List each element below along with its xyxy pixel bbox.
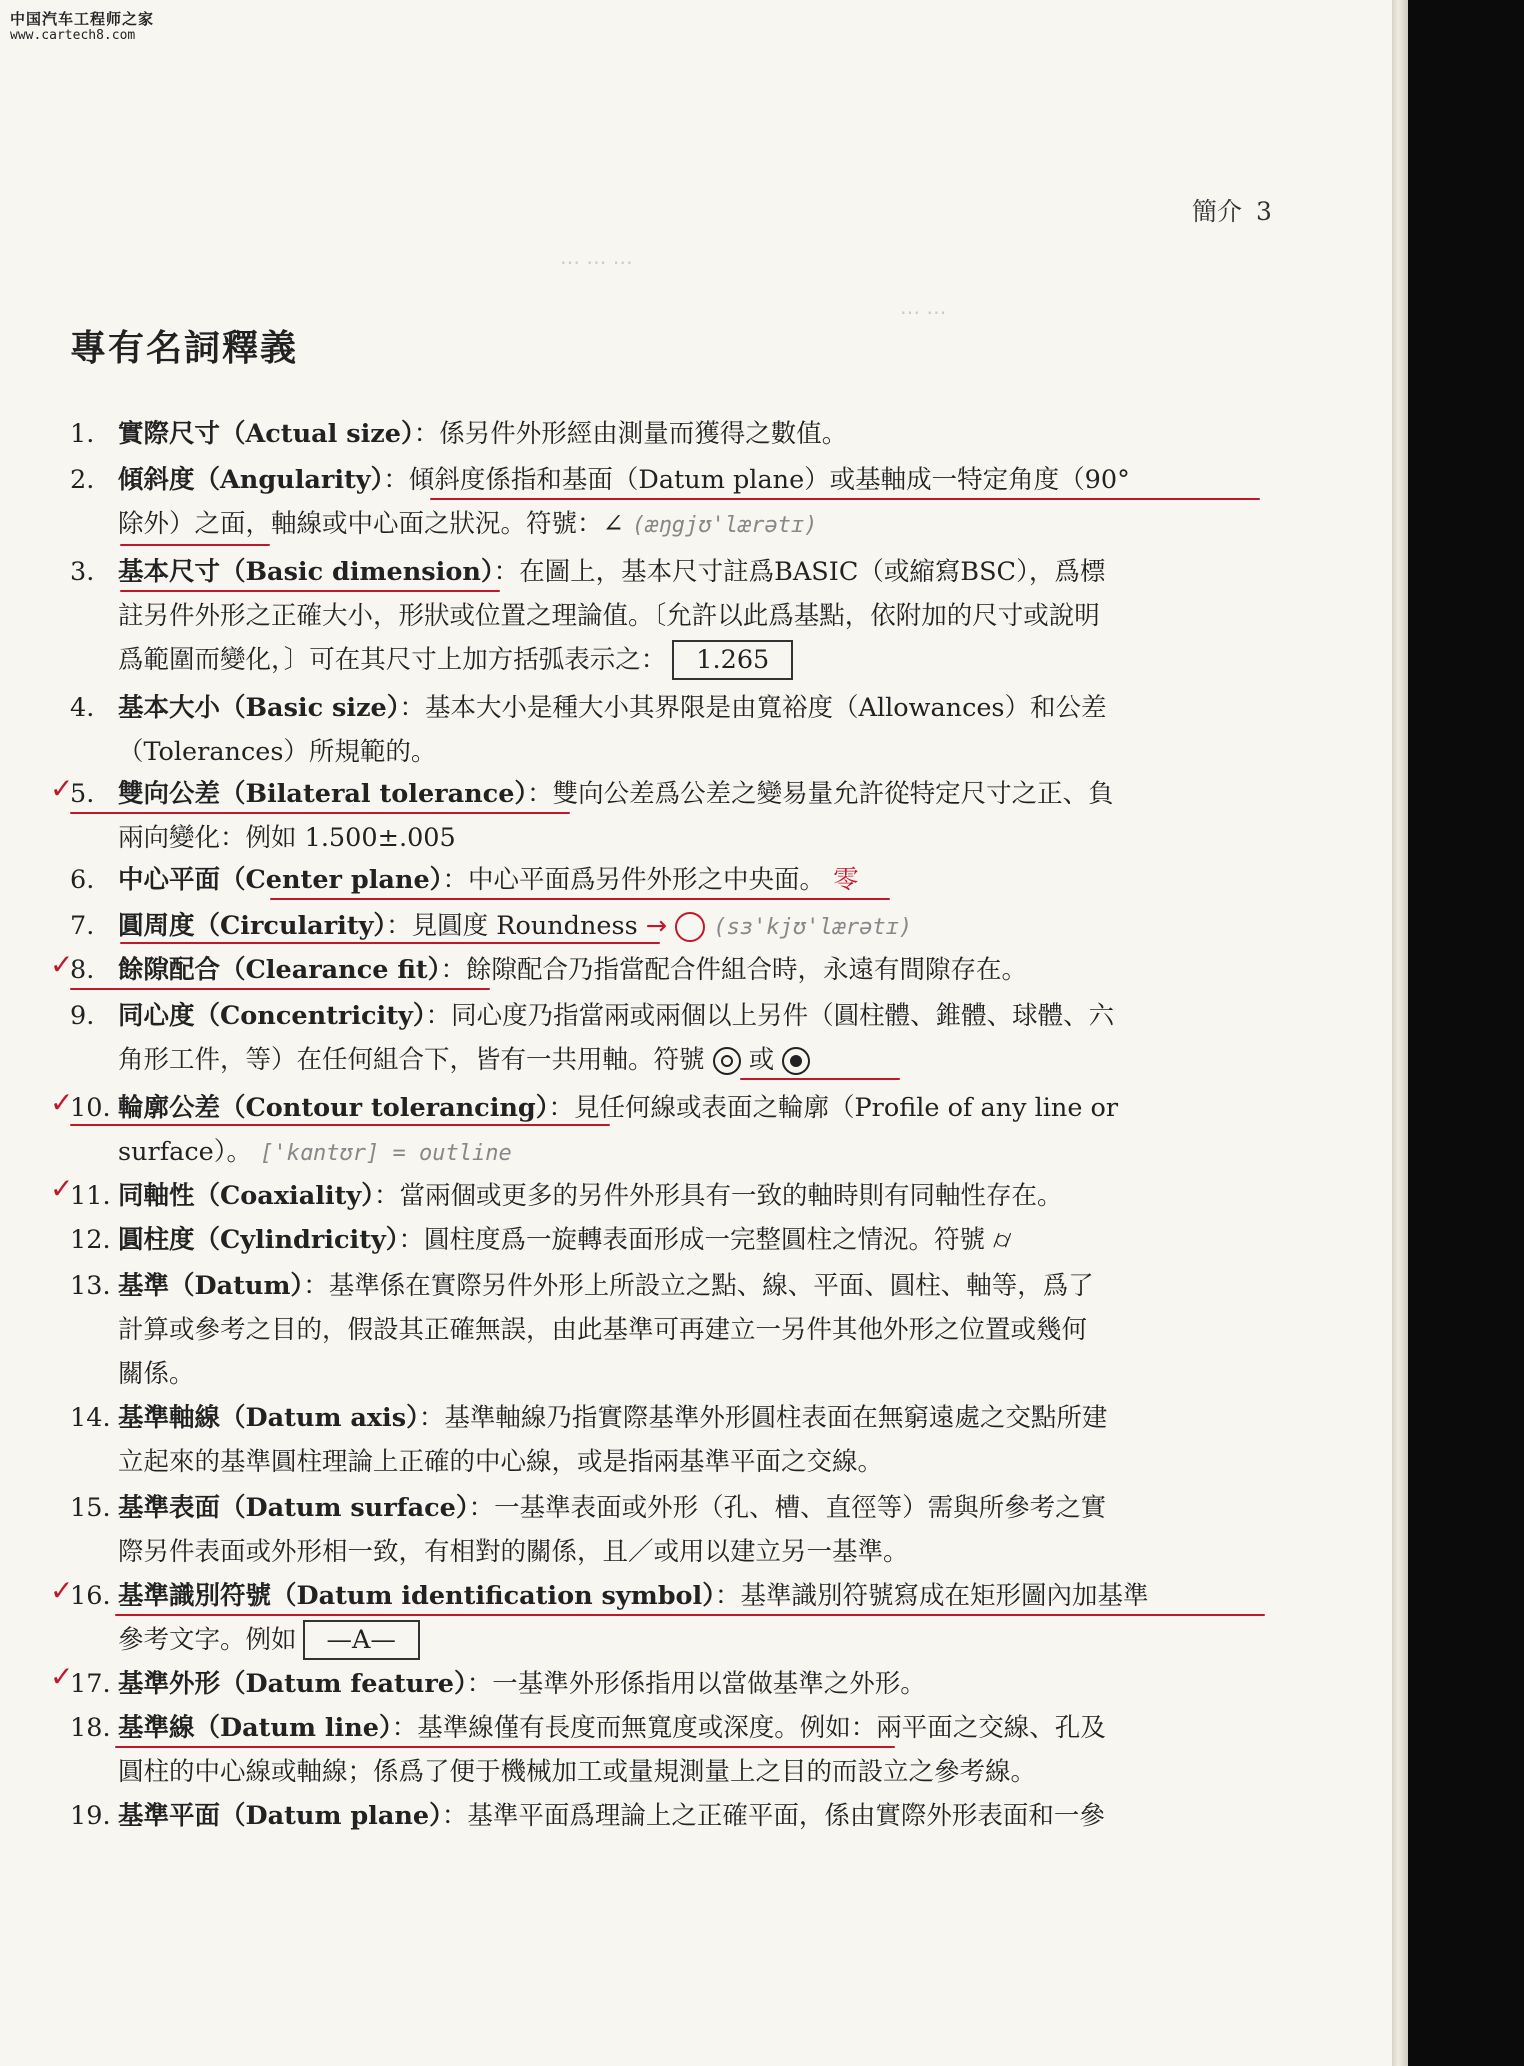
entry-term: 基準軸線（Datum axis） <box>118 1403 419 1433</box>
glossary-entry <box>70 1574 1280 1662</box>
entry-text: ：見圓度 Roundness <box>386 911 638 941</box>
glossary-entry <box>70 994 1280 1082</box>
entry-term: 同軸性（Coaxiality） <box>118 1181 374 1211</box>
section-name: 簡介 <box>1192 197 1243 226</box>
page-number: 3 <box>1256 197 1272 226</box>
entry-number: 6. <box>70 865 95 895</box>
entry-text: ：雙向公差爲公差之變易量允許從特定尺寸之正、負 <box>527 779 1114 809</box>
glossary-entry <box>70 1174 1280 1218</box>
red-underline <box>120 590 500 592</box>
datum-identification-box: —A— <box>303 1620 420 1660</box>
glossary-entry <box>70 458 1280 548</box>
glossary-entry <box>70 1086 1280 1176</box>
entry-text: ：餘隙配合乃指當配合件組合時，永遠有間隙存在。 <box>440 955 1027 985</box>
checkmark-icon: ✓ <box>50 1660 74 1693</box>
bleed-through-text: ⋯ ⋯ ⋯ <box>560 250 633 274</box>
entry-number: 7. <box>70 911 95 941</box>
glossary-entry <box>70 948 1280 992</box>
entry-term: 基準識別符號（Datum identification symbol） <box>118 1581 715 1611</box>
glossary-entry <box>70 550 1280 682</box>
red-underline <box>270 898 890 900</box>
entry-text: （Tolerances）所規範的。 <box>118 737 437 767</box>
entry-term: 基準外形（Datum feature） <box>118 1669 467 1699</box>
entry-term: 傾斜度（Angularity） <box>118 465 384 495</box>
entry-term: 實際尺寸（Actual size） <box>118 419 414 449</box>
concentricity-symbol-icon <box>713 1047 741 1075</box>
entry-term: 雙向公差（Bilateral tolerance） <box>118 779 528 809</box>
entry-number: 9. <box>70 1001 95 1031</box>
glossary-entry <box>70 412 1280 456</box>
glossary-entry <box>70 1794 1280 1838</box>
entry-text: ：同心度乃指當兩或兩個以上另件（圓柱體、錐體、球體、六 <box>425 1001 1115 1031</box>
entry-text: ：一基準表面或外形（孔、槽、直徑等）需與所參考之實 <box>468 1493 1107 1523</box>
basic-dimension-box: 1.265 <box>672 640 793 680</box>
entry-text: 註另件外形之正確大小，形狀或位置之理論值。〔允許以此爲基點，依附加的尺寸或說明 <box>118 601 1100 631</box>
entry-text: ：基準線僅有長度而無寬度或深度。例如：兩平面之交線、孔及 <box>391 1713 1106 1743</box>
running-header <box>1192 192 1272 228</box>
red-underline <box>70 1124 610 1126</box>
entry-text: 除外）之面，軸線或中心面之狀況。符號：∠ <box>118 509 624 539</box>
entry-term: 中心平面（Center plane） <box>118 865 443 895</box>
entry-text: ：一基準外形係指用以當做基準之外形。 <box>466 1669 926 1699</box>
entry-number: 10. <box>70 1093 111 1123</box>
entry-number: 15. <box>70 1493 111 1523</box>
entry-text: 兩向變化：例如 1.500±.005 <box>118 823 456 853</box>
glossary-entry <box>70 858 1280 902</box>
checkmark-icon: ✓ <box>50 772 74 805</box>
entry-text: ：基準識別符號寫成在矩形圖內加基準 <box>714 1581 1149 1611</box>
red-underline <box>120 942 660 944</box>
entry-number: 1. <box>70 419 95 449</box>
entry-text: surface）。 <box>118 1137 252 1167</box>
glossary-entry <box>70 1218 1280 1262</box>
glossary-entry <box>70 772 1280 860</box>
entry-number: 12. <box>70 1225 111 1255</box>
pronunciation-note: (sɜ'kjʊ'lærətɪ) <box>713 915 913 940</box>
entry-text: ：當兩個或更多的另件外形具有一致的軸時則有同軸性存在。 <box>373 1181 1063 1211</box>
entry-number: 18. <box>70 1713 111 1743</box>
pronunciation-note: ['kɑntʊr] = outline <box>260 1141 512 1166</box>
red-underline <box>740 1078 900 1080</box>
entry-term: 基準線（Datum line） <box>118 1713 392 1743</box>
entry-number: 4. <box>70 693 95 723</box>
checkmark-icon: ✓ <box>50 1086 74 1119</box>
entry-text: 關係。 <box>118 1359 195 1389</box>
entry-number: 11. <box>70 1181 111 1211</box>
entry-number: 3. <box>70 557 95 587</box>
entry-text: 或 <box>748 1045 775 1075</box>
entry-number: 14. <box>70 1403 111 1433</box>
pronunciation-note: (æŋgjʊ'lærətɪ) <box>631 513 818 538</box>
checkmark-icon: ✓ <box>50 1574 74 1607</box>
entry-term: 圓周度（Circularity） <box>118 911 387 941</box>
entry-number: 8. <box>70 955 95 985</box>
entry-term: 圓柱度（Cylindricity） <box>118 1225 399 1255</box>
circularity-symbol-icon <box>675 912 705 942</box>
entry-text: ：中心平面爲另件外形之中央面。 <box>442 865 825 895</box>
entry-number: 2. <box>70 465 95 495</box>
entry-text: 計算或參考之目的，假設其正確無誤，由此基準可再建立一另件其他外形之位置或幾何 <box>118 1315 1088 1345</box>
arrow-icon: → <box>645 911 668 941</box>
watermark-url: www.cartech8.com <box>10 28 136 43</box>
entry-number: 16. <box>70 1581 111 1611</box>
entry-number: 17. <box>70 1669 111 1699</box>
entry-text: ：基準係在實際另件外形上所設立之點、線、平面、圓柱、軸等，爲了 <box>303 1271 1094 1301</box>
entry-text: 立起來的基準圓柱理論上正確的中心線，或是指兩基準平面之交線。 <box>118 1447 884 1477</box>
entry-number: 5. <box>70 779 95 809</box>
entry-term: 輪廓公差（Contour tolerancing） <box>118 1093 549 1123</box>
entry-number: 13. <box>70 1271 111 1301</box>
glossary-entry <box>70 1706 1280 1794</box>
red-underline <box>120 544 270 546</box>
red-underline <box>70 812 570 814</box>
entry-text: 圓柱的中心線或軸線；係爲了便于機械加工或量規測量上之目的而設立之參考線。 <box>118 1757 1037 1787</box>
entry-text: ：見任何線或表面之輪廓（Profile of any line or <box>548 1093 1119 1123</box>
entry-text: 參考文字。例如 <box>118 1625 297 1655</box>
glossary-entry <box>70 1396 1280 1484</box>
page-title: 專有名詞釋義 <box>70 328 299 369</box>
handwritten-note: 零 <box>833 865 859 895</box>
entry-term: 基本大小（Basic size） <box>118 693 400 723</box>
checkmark-icon: ✓ <box>50 1172 74 1205</box>
red-underline <box>70 988 490 990</box>
entry-number: 19. <box>70 1801 111 1831</box>
watermark-logo: 中国汽车工程师之家 <box>10 10 155 28</box>
entry-text: 角形工件，等）在任何組合下，皆有一共用軸。符號 <box>118 1045 705 1075</box>
page-edge <box>1392 0 1408 2066</box>
red-underline <box>430 498 1260 500</box>
entry-term: 基準表面（Datum surface） <box>118 1493 469 1523</box>
entry-term: 餘隙配合（Clearance fit） <box>118 955 441 985</box>
glossary-entry <box>70 1486 1280 1574</box>
entry-text: ：基準平面爲理論上之正確平面，係由實際外形表面和一參 <box>441 1801 1105 1831</box>
entry-text: ：在圖上，基本尺寸註爲BASIC（或縮寫BSC），爲標 <box>493 557 1106 587</box>
entry-text: ：基本大小是種大小其界限是由寬裕度（Allowances）和公差 <box>399 693 1107 723</box>
checkmark-icon: ✓ <box>50 948 74 981</box>
entry-text: 爲範圍而變化，〕可在其尺寸上加方括弧表示之： <box>118 645 667 675</box>
red-underline <box>115 1614 1265 1616</box>
entry-term: 基本尺寸（Basic dimension） <box>118 557 494 587</box>
entry-text: 際另件表面或外形相一致，有相對的關係，且／或用以建立另一基準。 <box>118 1537 909 1567</box>
bleed-through-text: ⋯ ⋯ <box>900 300 947 324</box>
entry-text: ：係另件外形經由測量而獲得之數值。 <box>413 419 848 449</box>
entry-text: ：圓柱度爲一旋轉表面形成一完整圓柱之情況。符號 ⌭ <box>398 1225 1012 1255</box>
entry-term: 基準平面（Datum plane） <box>118 1801 442 1831</box>
glossary-entry <box>70 686 1280 774</box>
glossary-entry <box>70 1264 1280 1396</box>
entry-text: ：傾斜度係指和基面（Datum plane）或基軸成一特定角度（90° <box>383 465 1130 495</box>
entry-term: 同心度（Concentricity） <box>118 1001 426 1031</box>
entry-text: ：基準軸線乃指實際基準外形圓柱表面在無窮遠處之交點所建 <box>418 1403 1108 1433</box>
entry-term: 基準（Datum） <box>118 1271 304 1301</box>
glossary-entry <box>70 1662 1280 1706</box>
concentricity-filled-symbol-icon <box>782 1047 810 1075</box>
red-underline <box>115 1746 895 1748</box>
